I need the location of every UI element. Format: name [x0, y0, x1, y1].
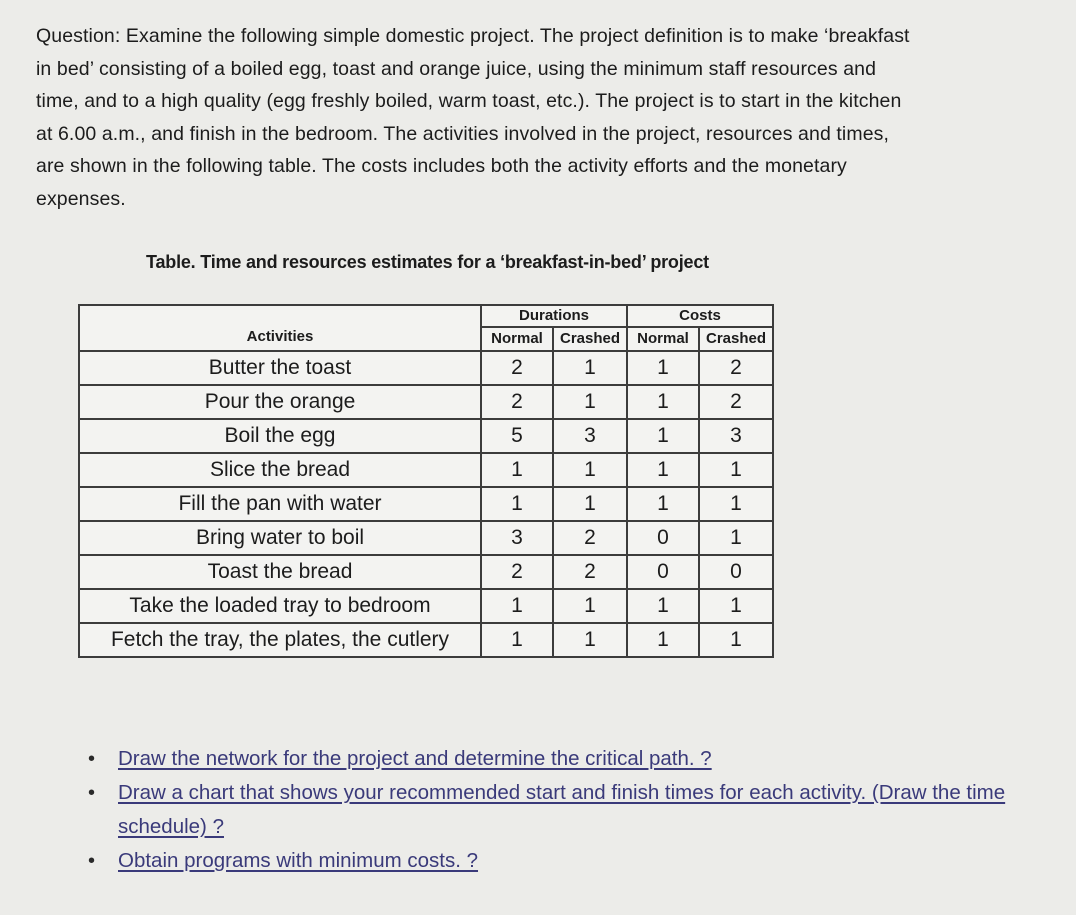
question-line-1: Question: Examine the following simple domestic project. The project definition is to make ‘breakfast	[36, 25, 910, 47]
duration-crashed-cell: 1	[553, 351, 627, 385]
cost-normal-cell: 1	[627, 589, 699, 623]
table-row	[79, 351, 773, 385]
table-row	[79, 589, 773, 623]
task-text: Draw the network for the project and determine the critical path. ?	[118, 747, 712, 770]
table-caption: Table. Time and resources estimates for a ‘breakfast-in-bed’ project	[146, 252, 709, 272]
cost-crashed-cell: 1	[699, 487, 773, 521]
estimates-table	[78, 304, 774, 658]
duration-crashed-cell: 1	[553, 385, 627, 419]
table-row	[79, 453, 773, 487]
cost-normal-cell: 1	[627, 419, 699, 453]
header-duration-normal: Normal	[481, 327, 553, 351]
activity-cell: Toast the bread	[79, 555, 481, 589]
cost-normal-cell: 0	[627, 555, 699, 589]
cost-normal-cell: 1	[627, 453, 699, 487]
duration-normal-cell: 3	[481, 521, 553, 555]
duration-crashed-cell: 1	[553, 589, 627, 623]
table-row	[79, 487, 773, 521]
task-text: Draw a chart that shows your recommended start and finish times for each activity. (Draw the time schedule) ?	[118, 781, 1006, 838]
header-cost-crashed: Crashed	[699, 327, 773, 351]
activity-cell: Pour the orange	[79, 385, 481, 419]
duration-normal-cell: 5	[481, 419, 553, 453]
duration-crashed-cell: 1	[553, 453, 627, 487]
bullet-icon: •	[88, 748, 96, 770]
cost-crashed-cell: 2	[699, 351, 773, 385]
table-row	[79, 521, 773, 555]
question-line-6: expenses.	[36, 187, 126, 210]
cost-crashed-cell: 1	[699, 453, 773, 487]
table-header-row-groups	[79, 305, 773, 327]
duration-normal-cell: 1	[481, 589, 553, 623]
header-durations: Durations	[481, 305, 627, 327]
task-text: Obtain programs with minimum costs. ?	[118, 849, 479, 872]
duration-normal-cell: 1	[481, 623, 553, 657]
header-cost-normal: Normal	[627, 327, 699, 351]
activity-cell: Slice the bread	[79, 453, 481, 487]
duration-crashed-cell: 3	[553, 419, 627, 453]
cost-normal-cell: 1	[627, 623, 699, 657]
activity-cell: Fetch the tray, the plates, the cutlery	[79, 623, 481, 657]
cost-crashed-cell: 3	[699, 419, 773, 453]
duration-crashed-cell: 2	[553, 521, 627, 555]
activity-cell: Take the loaded tray to bedroom	[79, 589, 481, 623]
activity-cell: Fill the pan with water	[79, 487, 481, 521]
list-item	[88, 742, 1048, 776]
activity-cell: Boil the egg	[79, 419, 481, 453]
duration-crashed-cell: 1	[553, 623, 627, 657]
bullet-icon: •	[88, 782, 96, 804]
table-row	[79, 385, 773, 419]
duration-normal-cell: 2	[481, 385, 553, 419]
activity-cell: Bring water to boil	[79, 521, 481, 555]
cost-crashed-cell: 1	[699, 521, 773, 555]
question-line-3: time, and to a high quality (egg freshly boiled, warm toast, etc.). The project is to start in the kitchen	[36, 90, 902, 112]
task-list	[88, 742, 1048, 878]
cost-crashed-cell: 1	[699, 589, 773, 623]
cost-normal-cell: 1	[627, 351, 699, 385]
list-item	[88, 776, 1048, 844]
cost-crashed-cell: 0	[699, 555, 773, 589]
activity-cell: Butter the toast	[79, 351, 481, 385]
header-costs: Costs	[627, 305, 773, 327]
cost-crashed-cell: 1	[699, 623, 773, 657]
cost-crashed-cell: 2	[699, 385, 773, 419]
bullet-icon: •	[88, 850, 96, 872]
cost-normal-cell: 1	[627, 487, 699, 521]
duration-normal-cell: 2	[481, 351, 553, 385]
list-item	[88, 844, 1048, 878]
question-text	[36, 20, 1026, 215]
cost-normal-cell: 1	[627, 385, 699, 419]
cost-normal-cell: 0	[627, 521, 699, 555]
question-line-5: are shown in the following table. The costs includes both the activity efforts and the monetary	[36, 155, 847, 177]
table-row	[79, 623, 773, 657]
header-activities: Activities	[79, 305, 481, 351]
duration-normal-cell: 1	[481, 487, 553, 521]
duration-normal-cell: 2	[481, 555, 553, 589]
table-row	[79, 419, 773, 453]
question-line-4: at 6.00 a.m., and finish in the bedroom. The activities involved in the project, resources and times,	[36, 122, 890, 145]
duration-crashed-cell: 2	[553, 555, 627, 589]
duration-crashed-cell: 1	[553, 487, 627, 521]
duration-normal-cell: 1	[481, 453, 553, 487]
question-line-2: in bed’ consisting of a boiled egg, toast and orange juice, using the minimum staff resources and	[36, 57, 877, 80]
header-duration-crashed: Crashed	[553, 327, 627, 351]
table-row	[79, 555, 773, 589]
